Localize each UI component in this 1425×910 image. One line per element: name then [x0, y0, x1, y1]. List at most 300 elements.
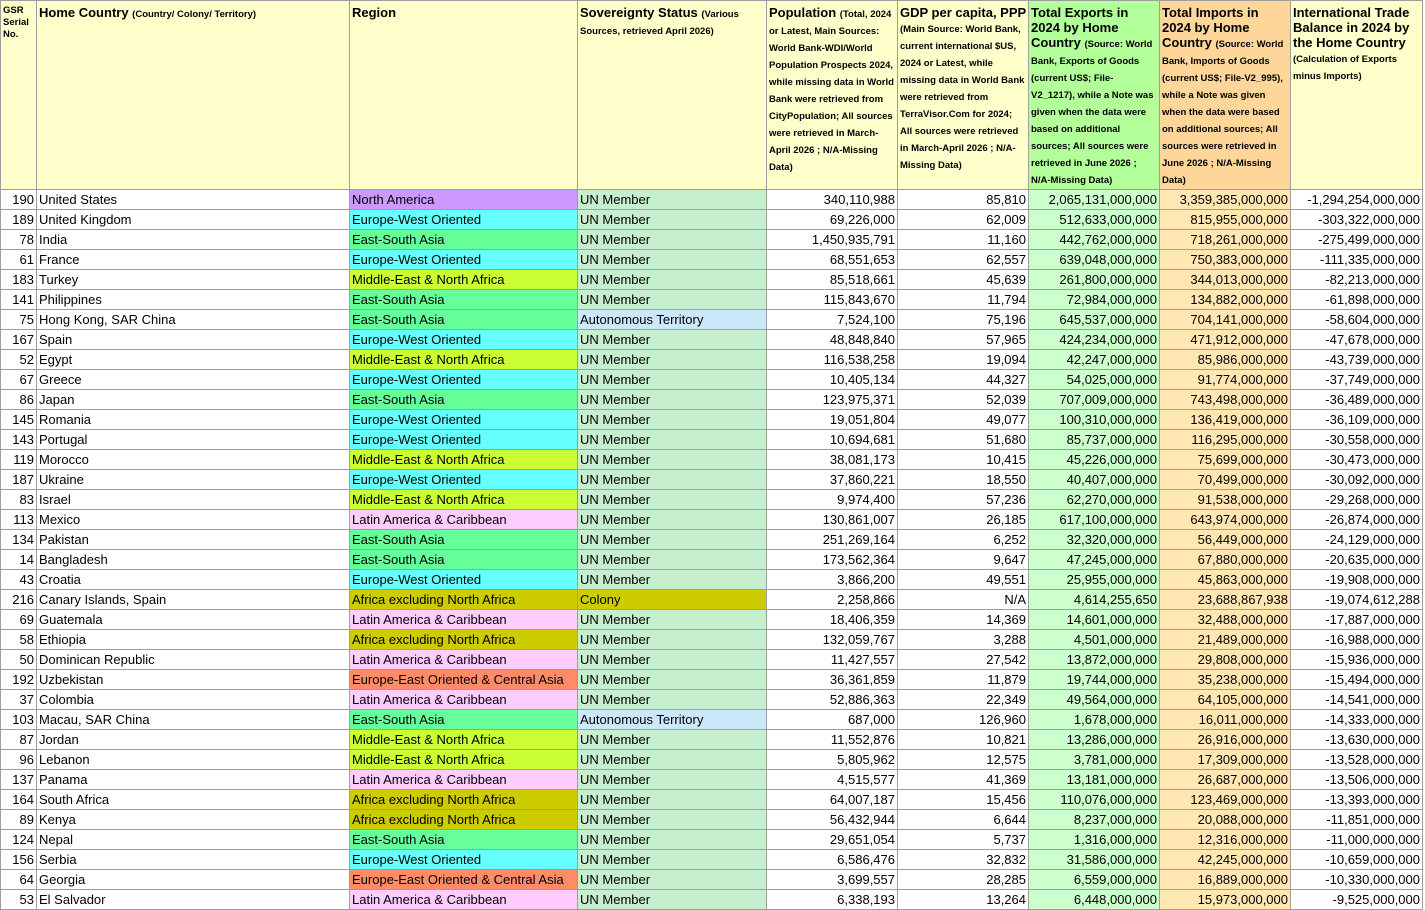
imports-cell[interactable]: 136,419,000,000 [1160, 410, 1291, 430]
region-cell[interactable]: East-South Asia [350, 310, 578, 330]
imports-cell[interactable]: 15,973,000,000 [1160, 890, 1291, 910]
serial-cell[interactable]: 67 [1, 370, 37, 390]
imports-cell[interactable]: 471,912,000,000 [1160, 330, 1291, 350]
serial-cell[interactable]: 69 [1, 610, 37, 630]
balance-cell[interactable]: -61,898,000,000 [1291, 290, 1423, 310]
imports-cell[interactable]: 123,469,000,000 [1160, 790, 1291, 810]
column-header-balance[interactable] [1291, 1, 1423, 190]
country-cell[interactable]: Mexico [37, 510, 350, 530]
region-cell[interactable]: East-South Asia [350, 290, 578, 310]
region-cell[interactable]: Europe-West Oriented [350, 330, 578, 350]
imports-cell[interactable]: 64,105,000,000 [1160, 690, 1291, 710]
population-cell[interactable]: 123,975,371 [767, 390, 898, 410]
balance-cell[interactable]: -275,499,000,000 [1291, 230, 1423, 250]
sovereignty-cell[interactable]: UN Member [578, 350, 767, 370]
population-cell[interactable]: 132,059,767 [767, 630, 898, 650]
balance-cell[interactable]: -15,494,000,000 [1291, 670, 1423, 690]
region-cell[interactable]: East-South Asia [350, 830, 578, 850]
imports-cell[interactable]: 3,359,385,000,000 [1160, 190, 1291, 210]
exports-cell[interactable]: 72,984,000,000 [1029, 290, 1160, 310]
gdp-cell[interactable]: 126,960 [898, 710, 1029, 730]
population-cell[interactable]: 173,562,364 [767, 550, 898, 570]
region-cell[interactable]: Europe-West Oriented [350, 430, 578, 450]
imports-cell[interactable]: 815,955,000,000 [1160, 210, 1291, 230]
population-cell[interactable]: 3,866,200 [767, 570, 898, 590]
exports-cell[interactable]: 617,100,000,000 [1029, 510, 1160, 530]
exports-cell[interactable]: 45,226,000,000 [1029, 450, 1160, 470]
country-cell[interactable]: India [37, 230, 350, 250]
region-cell[interactable]: Middle-East & North Africa [350, 750, 578, 770]
population-cell[interactable]: 2,258,866 [767, 590, 898, 610]
sovereignty-cell[interactable]: UN Member [578, 850, 767, 870]
serial-cell[interactable]: 137 [1, 770, 37, 790]
sovereignty-cell[interactable]: UN Member [578, 250, 767, 270]
region-cell[interactable]: Latin America & Caribbean [350, 510, 578, 530]
serial-cell[interactable]: 145 [1, 410, 37, 430]
serial-cell[interactable]: 86 [1, 390, 37, 410]
population-cell[interactable]: 52,886,363 [767, 690, 898, 710]
serial-cell[interactable]: 103 [1, 710, 37, 730]
exports-cell[interactable]: 4,614,255,650 [1029, 590, 1160, 610]
region-cell[interactable]: Europe-West Oriented [350, 210, 578, 230]
imports-cell[interactable]: 32,488,000,000 [1160, 610, 1291, 630]
country-cell[interactable]: Israel [37, 490, 350, 510]
balance-cell[interactable]: -14,333,000,000 [1291, 710, 1423, 730]
serial-cell[interactable]: 119 [1, 450, 37, 470]
sovereignty-cell[interactable]: UN Member [578, 330, 767, 350]
country-cell[interactable]: South Africa [37, 790, 350, 810]
gdp-cell[interactable]: 3,288 [898, 630, 1029, 650]
sovereignty-cell[interactable]: UN Member [578, 530, 767, 550]
exports-cell[interactable]: 62,270,000,000 [1029, 490, 1160, 510]
serial-cell[interactable]: 52 [1, 350, 37, 370]
country-cell[interactable]: Spain [37, 330, 350, 350]
imports-cell[interactable]: 16,011,000,000 [1160, 710, 1291, 730]
serial-cell[interactable]: 156 [1, 850, 37, 870]
gdp-cell[interactable]: 45,639 [898, 270, 1029, 290]
column-header-imports[interactable] [1160, 1, 1291, 190]
column-header-country[interactable] [37, 1, 350, 190]
gdp-cell[interactable]: 57,965 [898, 330, 1029, 350]
population-cell[interactable]: 3,699,557 [767, 870, 898, 890]
population-cell[interactable]: 18,406,359 [767, 610, 898, 630]
gdp-cell[interactable]: 75,196 [898, 310, 1029, 330]
balance-cell[interactable]: -15,936,000,000 [1291, 650, 1423, 670]
country-cell[interactable]: United Kingdom [37, 210, 350, 230]
imports-cell[interactable]: 75,699,000,000 [1160, 450, 1291, 470]
sovereignty-cell[interactable]: Autonomous Territory [578, 710, 767, 730]
gdp-cell[interactable]: 41,369 [898, 770, 1029, 790]
balance-cell[interactable]: -14,541,000,000 [1291, 690, 1423, 710]
region-cell[interactable]: Europe-East Oriented & Central Asia [350, 870, 578, 890]
population-cell[interactable]: 68,551,653 [767, 250, 898, 270]
balance-cell[interactable]: -11,000,000,000 [1291, 830, 1423, 850]
column-header-serial[interactable] [1, 1, 37, 190]
country-cell[interactable]: Philippines [37, 290, 350, 310]
region-cell[interactable]: Europe-West Oriented [350, 570, 578, 590]
region-cell[interactable]: Africa excluding North Africa [350, 590, 578, 610]
balance-cell[interactable]: -37,749,000,000 [1291, 370, 1423, 390]
region-cell[interactable]: Europe-East Oriented & Central Asia [350, 670, 578, 690]
gdp-cell[interactable]: 32,832 [898, 850, 1029, 870]
exports-cell[interactable]: 31,586,000,000 [1029, 850, 1160, 870]
gdp-cell[interactable]: 10,415 [898, 450, 1029, 470]
exports-cell[interactable]: 512,633,000,000 [1029, 210, 1160, 230]
gdp-cell[interactable]: 28,285 [898, 870, 1029, 890]
gdp-cell[interactable]: 44,327 [898, 370, 1029, 390]
exports-cell[interactable]: 261,800,000,000 [1029, 270, 1160, 290]
gdp-cell[interactable]: 13,264 [898, 890, 1029, 910]
population-cell[interactable]: 29,651,054 [767, 830, 898, 850]
imports-cell[interactable]: 20,088,000,000 [1160, 810, 1291, 830]
gdp-cell[interactable]: 51,680 [898, 430, 1029, 450]
exports-cell[interactable]: 424,234,000,000 [1029, 330, 1160, 350]
serial-cell[interactable]: 14 [1, 550, 37, 570]
balance-cell[interactable]: -13,393,000,000 [1291, 790, 1423, 810]
exports-cell[interactable]: 110,076,000,000 [1029, 790, 1160, 810]
balance-cell[interactable]: -29,268,000,000 [1291, 490, 1423, 510]
serial-cell[interactable]: 87 [1, 730, 37, 750]
gdp-cell[interactable]: 57,236 [898, 490, 1029, 510]
imports-cell[interactable]: 17,309,000,000 [1160, 750, 1291, 770]
sovereignty-cell[interactable]: UN Member [578, 730, 767, 750]
sovereignty-cell[interactable]: UN Member [578, 650, 767, 670]
region-cell[interactable]: Africa excluding North Africa [350, 810, 578, 830]
balance-cell[interactable]: -24,129,000,000 [1291, 530, 1423, 550]
serial-cell[interactable]: 124 [1, 830, 37, 850]
exports-cell[interactable]: 54,025,000,000 [1029, 370, 1160, 390]
imports-cell[interactable]: 344,013,000,000 [1160, 270, 1291, 290]
region-cell[interactable]: East-South Asia [350, 530, 578, 550]
gdp-cell[interactable]: 6,252 [898, 530, 1029, 550]
sovereignty-cell[interactable]: UN Member [578, 270, 767, 290]
exports-cell[interactable]: 4,501,000,000 [1029, 630, 1160, 650]
region-cell[interactable]: Europe-West Oriented [350, 470, 578, 490]
country-cell[interactable]: Greece [37, 370, 350, 390]
sovereignty-cell[interactable]: UN Member [578, 830, 767, 850]
imports-cell[interactable]: 26,916,000,000 [1160, 730, 1291, 750]
country-cell[interactable]: Jordan [37, 730, 350, 750]
gdp-cell[interactable]: 85,810 [898, 190, 1029, 210]
exports-cell[interactable]: 13,872,000,000 [1029, 650, 1160, 670]
country-cell[interactable]: Ukraine [37, 470, 350, 490]
serial-cell[interactable]: 143 [1, 430, 37, 450]
serial-cell[interactable]: 190 [1, 190, 37, 210]
exports-cell[interactable]: 1,678,000,000 [1029, 710, 1160, 730]
country-cell[interactable]: Canary Islands, Spain [37, 590, 350, 610]
imports-cell[interactable]: 116,295,000,000 [1160, 430, 1291, 450]
serial-cell[interactable]: 189 [1, 210, 37, 230]
population-cell[interactable]: 56,432,944 [767, 810, 898, 830]
exports-cell[interactable]: 3,781,000,000 [1029, 750, 1160, 770]
country-cell[interactable]: Egypt [37, 350, 350, 370]
gdp-cell[interactable]: 49,077 [898, 410, 1029, 430]
region-cell[interactable]: Middle-East & North Africa [350, 350, 578, 370]
population-cell[interactable]: 6,586,476 [767, 850, 898, 870]
imports-cell[interactable]: 704,141,000,000 [1160, 310, 1291, 330]
gdp-cell[interactable]: 26,185 [898, 510, 1029, 530]
exports-cell[interactable]: 639,048,000,000 [1029, 250, 1160, 270]
country-cell[interactable]: Kenya [37, 810, 350, 830]
region-cell[interactable]: Europe-West Oriented [350, 370, 578, 390]
balance-cell[interactable]: -58,604,000,000 [1291, 310, 1423, 330]
exports-cell[interactable]: 19,744,000,000 [1029, 670, 1160, 690]
imports-cell[interactable]: 26,687,000,000 [1160, 770, 1291, 790]
region-cell[interactable]: Latin America & Caribbean [350, 890, 578, 910]
imports-cell[interactable]: 29,808,000,000 [1160, 650, 1291, 670]
gdp-cell[interactable]: 22,349 [898, 690, 1029, 710]
population-cell[interactable]: 6,338,193 [767, 890, 898, 910]
country-cell[interactable]: Macau, SAR China [37, 710, 350, 730]
region-cell[interactable]: Africa excluding North Africa [350, 630, 578, 650]
serial-cell[interactable]: 58 [1, 630, 37, 650]
exports-cell[interactable]: 2,065,131,000,000 [1029, 190, 1160, 210]
balance-cell[interactable]: -43,739,000,000 [1291, 350, 1423, 370]
region-cell[interactable]: Middle-East & North Africa [350, 270, 578, 290]
sovereignty-cell[interactable]: UN Member [578, 790, 767, 810]
balance-cell[interactable]: -13,528,000,000 [1291, 750, 1423, 770]
gdp-cell[interactable]: 19,094 [898, 350, 1029, 370]
imports-cell[interactable]: 23,688,867,938 [1160, 590, 1291, 610]
sovereignty-cell[interactable]: UN Member [578, 690, 767, 710]
balance-cell[interactable]: -30,092,000,000 [1291, 470, 1423, 490]
country-cell[interactable]: El Salvador [37, 890, 350, 910]
exports-cell[interactable]: 1,316,000,000 [1029, 830, 1160, 850]
imports-cell[interactable]: 35,238,000,000 [1160, 670, 1291, 690]
population-cell[interactable]: 10,694,681 [767, 430, 898, 450]
imports-cell[interactable]: 16,889,000,000 [1160, 870, 1291, 890]
exports-cell[interactable]: 707,009,000,000 [1029, 390, 1160, 410]
imports-cell[interactable]: 45,863,000,000 [1160, 570, 1291, 590]
balance-cell[interactable]: -111,335,000,000 [1291, 250, 1423, 270]
sovereignty-cell[interactable]: UN Member [578, 550, 767, 570]
serial-cell[interactable]: 43 [1, 570, 37, 590]
imports-cell[interactable]: 91,538,000,000 [1160, 490, 1291, 510]
balance-cell[interactable]: -19,908,000,000 [1291, 570, 1423, 590]
serial-cell[interactable]: 61 [1, 250, 37, 270]
serial-cell[interactable]: 183 [1, 270, 37, 290]
serial-cell[interactable]: 83 [1, 490, 37, 510]
gdp-cell[interactable]: 49,551 [898, 570, 1029, 590]
sovereignty-cell[interactable]: UN Member [578, 510, 767, 530]
sovereignty-cell[interactable]: UN Member [578, 470, 767, 490]
balance-cell[interactable]: -13,630,000,000 [1291, 730, 1423, 750]
population-cell[interactable]: 19,051,804 [767, 410, 898, 430]
region-cell[interactable]: Europe-West Oriented [350, 250, 578, 270]
column-header-population[interactable] [767, 1, 898, 190]
sovereignty-cell[interactable]: UN Member [578, 390, 767, 410]
gdp-cell[interactable]: 52,039 [898, 390, 1029, 410]
population-cell[interactable]: 69,226,000 [767, 210, 898, 230]
sovereignty-cell[interactable]: UN Member [578, 770, 767, 790]
gdp-cell[interactable]: 12,575 [898, 750, 1029, 770]
country-cell[interactable]: Bangladesh [37, 550, 350, 570]
population-cell[interactable]: 116,538,258 [767, 350, 898, 370]
region-cell[interactable]: North America [350, 190, 578, 210]
balance-cell[interactable]: -10,659,000,000 [1291, 850, 1423, 870]
serial-cell[interactable]: 78 [1, 230, 37, 250]
gdp-cell[interactable]: 5,737 [898, 830, 1029, 850]
sovereignty-cell[interactable]: UN Member [578, 490, 767, 510]
region-cell[interactable]: Latin America & Caribbean [350, 690, 578, 710]
sovereignty-cell[interactable]: UN Member [578, 290, 767, 310]
exports-cell[interactable]: 442,762,000,000 [1029, 230, 1160, 250]
imports-cell[interactable]: 12,316,000,000 [1160, 830, 1291, 850]
country-cell[interactable]: Uzbekistan [37, 670, 350, 690]
balance-cell[interactable]: -1,294,254,000,000 [1291, 190, 1423, 210]
sovereignty-cell[interactable]: UN Member [578, 610, 767, 630]
gdp-cell[interactable]: 14,369 [898, 610, 1029, 630]
serial-cell[interactable]: 216 [1, 590, 37, 610]
imports-cell[interactable]: 56,449,000,000 [1160, 530, 1291, 550]
country-cell[interactable]: Ethiopia [37, 630, 350, 650]
gdp-cell[interactable]: 27,542 [898, 650, 1029, 670]
country-cell[interactable]: France [37, 250, 350, 270]
population-cell[interactable]: 115,843,670 [767, 290, 898, 310]
balance-cell[interactable]: -10,330,000,000 [1291, 870, 1423, 890]
serial-cell[interactable]: 187 [1, 470, 37, 490]
sovereignty-cell[interactable]: UN Member [578, 430, 767, 450]
population-cell[interactable]: 4,515,577 [767, 770, 898, 790]
country-cell[interactable]: Guatemala [37, 610, 350, 630]
exports-cell[interactable]: 47,245,000,000 [1029, 550, 1160, 570]
exports-cell[interactable]: 25,955,000,000 [1029, 570, 1160, 590]
region-cell[interactable]: Europe-West Oriented [350, 410, 578, 430]
region-cell[interactable]: East-South Asia [350, 550, 578, 570]
sovereignty-cell[interactable]: UN Member [578, 870, 767, 890]
exports-cell[interactable]: 32,320,000,000 [1029, 530, 1160, 550]
sovereignty-cell[interactable]: UN Member [578, 450, 767, 470]
population-cell[interactable]: 7,524,100 [767, 310, 898, 330]
gdp-cell[interactable]: 62,557 [898, 250, 1029, 270]
serial-cell[interactable]: 37 [1, 690, 37, 710]
country-cell[interactable]: Lebanon [37, 750, 350, 770]
sovereignty-cell[interactable]: Colony [578, 590, 767, 610]
serial-cell[interactable]: 113 [1, 510, 37, 530]
column-header-exports[interactable] [1029, 1, 1160, 190]
population-cell[interactable]: 9,974,400 [767, 490, 898, 510]
sovereignty-cell[interactable]: UN Member [578, 670, 767, 690]
exports-cell[interactable]: 42,247,000,000 [1029, 350, 1160, 370]
sovereignty-cell[interactable]: Autonomous Territory [578, 310, 767, 330]
balance-cell[interactable]: -82,213,000,000 [1291, 270, 1423, 290]
population-cell[interactable]: 64,007,187 [767, 790, 898, 810]
exports-cell[interactable]: 8,237,000,000 [1029, 810, 1160, 830]
country-cell[interactable]: Portugal [37, 430, 350, 450]
population-cell[interactable]: 11,552,876 [767, 730, 898, 750]
balance-cell[interactable]: -30,558,000,000 [1291, 430, 1423, 450]
serial-cell[interactable]: 164 [1, 790, 37, 810]
imports-cell[interactable]: 750,383,000,000 [1160, 250, 1291, 270]
sovereignty-cell[interactable]: UN Member [578, 890, 767, 910]
serial-cell[interactable]: 89 [1, 810, 37, 830]
population-cell[interactable]: 251,269,164 [767, 530, 898, 550]
balance-cell[interactable]: -36,109,000,000 [1291, 410, 1423, 430]
population-cell[interactable]: 11,427,557 [767, 650, 898, 670]
gdp-cell[interactable]: 6,644 [898, 810, 1029, 830]
country-cell[interactable]: Georgia [37, 870, 350, 890]
region-cell[interactable]: Middle-East & North Africa [350, 490, 578, 510]
imports-cell[interactable]: 21,489,000,000 [1160, 630, 1291, 650]
serial-cell[interactable]: 167 [1, 330, 37, 350]
balance-cell[interactable]: -26,874,000,000 [1291, 510, 1423, 530]
population-cell[interactable]: 38,081,173 [767, 450, 898, 470]
imports-cell[interactable]: 643,974,000,000 [1160, 510, 1291, 530]
population-cell[interactable]: 37,860,221 [767, 470, 898, 490]
balance-cell[interactable]: -47,678,000,000 [1291, 330, 1423, 350]
region-cell[interactable]: Europe-West Oriented [350, 850, 578, 870]
exports-cell[interactable]: 13,181,000,000 [1029, 770, 1160, 790]
population-cell[interactable]: 10,405,134 [767, 370, 898, 390]
population-cell[interactable]: 5,805,962 [767, 750, 898, 770]
region-cell[interactable]: East-South Asia [350, 230, 578, 250]
exports-cell[interactable]: 85,737,000,000 [1029, 430, 1160, 450]
country-cell[interactable]: Romania [37, 410, 350, 430]
serial-cell[interactable]: 96 [1, 750, 37, 770]
sovereignty-cell[interactable]: UN Member [578, 410, 767, 430]
region-cell[interactable]: East-South Asia [350, 710, 578, 730]
country-cell[interactable]: Hong Kong, SAR China [37, 310, 350, 330]
population-cell[interactable]: 1,450,935,791 [767, 230, 898, 250]
country-cell[interactable]: Serbia [37, 850, 350, 870]
serial-cell[interactable]: 192 [1, 670, 37, 690]
imports-cell[interactable]: 42,245,000,000 [1160, 850, 1291, 870]
column-header-sovereignty[interactable] [578, 1, 767, 190]
serial-cell[interactable]: 53 [1, 890, 37, 910]
gdp-cell[interactable]: 9,647 [898, 550, 1029, 570]
balance-cell[interactable]: -17,887,000,000 [1291, 610, 1423, 630]
region-cell[interactable]: Middle-East & North Africa [350, 450, 578, 470]
country-cell[interactable]: Turkey [37, 270, 350, 290]
balance-cell[interactable]: -303,322,000,000 [1291, 210, 1423, 230]
sovereignty-cell[interactable]: UN Member [578, 210, 767, 230]
population-cell[interactable]: 687,000 [767, 710, 898, 730]
imports-cell[interactable]: 91,774,000,000 [1160, 370, 1291, 390]
balance-cell[interactable]: -13,506,000,000 [1291, 770, 1423, 790]
population-cell[interactable]: 130,861,007 [767, 510, 898, 530]
population-cell[interactable]: 85,518,661 [767, 270, 898, 290]
country-cell[interactable]: Panama [37, 770, 350, 790]
region-cell[interactable]: East-South Asia [350, 390, 578, 410]
imports-cell[interactable]: 743,498,000,000 [1160, 390, 1291, 410]
exports-cell[interactable]: 6,448,000,000 [1029, 890, 1160, 910]
imports-cell[interactable]: 718,261,000,000 [1160, 230, 1291, 250]
gdp-cell[interactable]: N/A [898, 590, 1029, 610]
population-cell[interactable]: 48,848,840 [767, 330, 898, 350]
gdp-cell[interactable]: 11,160 [898, 230, 1029, 250]
region-cell[interactable]: Latin America & Caribbean [350, 770, 578, 790]
gdp-cell[interactable]: 18,550 [898, 470, 1029, 490]
serial-cell[interactable]: 75 [1, 310, 37, 330]
column-header-region[interactable] [350, 1, 578, 190]
exports-cell[interactable]: 49,564,000,000 [1029, 690, 1160, 710]
serial-cell[interactable]: 64 [1, 870, 37, 890]
balance-cell[interactable]: -9,525,000,000 [1291, 890, 1423, 910]
gdp-cell[interactable]: 11,794 [898, 290, 1029, 310]
country-cell[interactable]: United States [37, 190, 350, 210]
serial-cell[interactable]: 134 [1, 530, 37, 550]
gdp-cell[interactable]: 11,879 [898, 670, 1029, 690]
column-header-gdp[interactable] [898, 1, 1029, 190]
country-cell[interactable]: Japan [37, 390, 350, 410]
sovereignty-cell[interactable]: UN Member [578, 570, 767, 590]
sovereignty-cell[interactable]: UN Member [578, 230, 767, 250]
sovereignty-cell[interactable]: UN Member [578, 190, 767, 210]
country-cell[interactable]: Croatia [37, 570, 350, 590]
country-cell[interactable]: Nepal [37, 830, 350, 850]
gdp-cell[interactable]: 15,456 [898, 790, 1029, 810]
imports-cell[interactable]: 70,499,000,000 [1160, 470, 1291, 490]
